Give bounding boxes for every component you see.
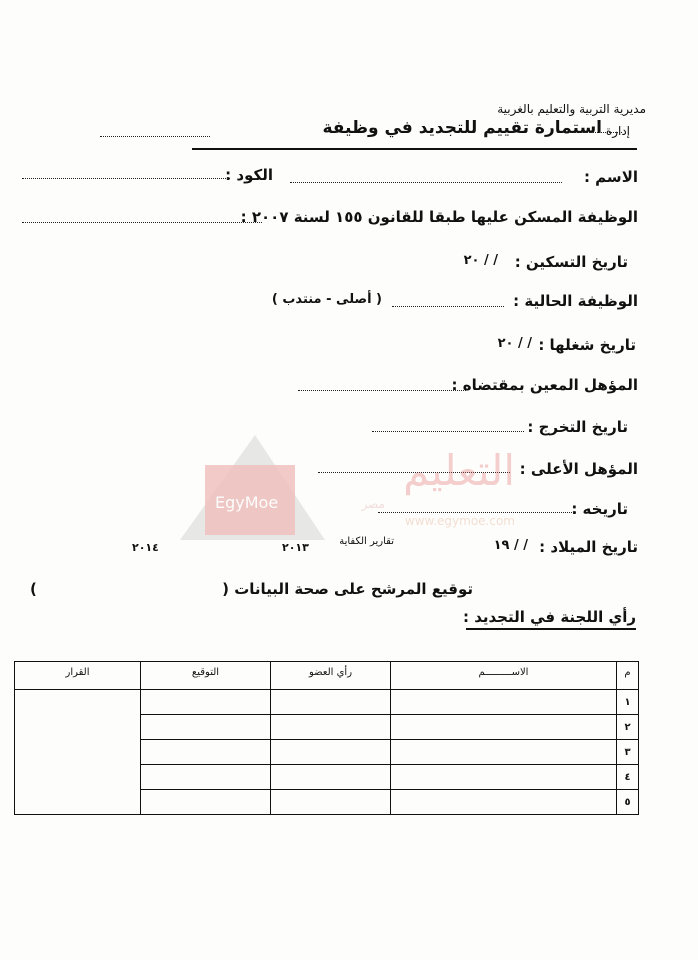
settle-date-label: تاريخ التسكين : [514,253,628,271]
settle-date-value: / / ٢٠ [463,253,498,268]
year-2014: ٢٠١٤ [132,541,159,554]
code-dotted-line [22,178,230,179]
watermark-arabic-text: التعليم [403,446,515,495]
year-2013: ٢٠١٣ [282,541,309,554]
name-label: الاسم : [583,168,638,186]
header-number: م [617,662,639,690]
code-label: الكود : [225,166,273,184]
signature-cell [141,690,271,715]
row-number: ٤ [617,765,639,790]
occupy-date-value: / / ٢٠ [497,336,532,351]
name-dotted-line [290,182,562,183]
watermark-domain: www.egymoe.com [404,514,515,528]
name-cell [391,715,617,740]
header-signature: التوقيع [141,662,271,690]
header-decision: القرار [15,662,141,690]
opinion-cell [271,715,391,740]
job-law-label: الوظيفة المسكن عليها طبقا للقانون ١٥٥ لسنة ٢٠٠٧ : [240,208,638,226]
administration-label: إدارة [605,124,630,138]
watermark-logo-text: EgyMoe [215,493,279,512]
name-cell [391,765,617,790]
row-number: ٣ [617,740,639,765]
birth-date-label: تاريخ الميلاد : [539,538,638,556]
name-cell [391,790,617,815]
higher-qual-label: المؤهل الأعلى : [519,460,638,478]
signature-close-paren: ) [30,580,37,598]
opinion-cell [271,690,391,715]
committee-opinion-underline [466,628,636,630]
row-number: ٥ [617,790,639,815]
watermark-sub: مصر [361,497,385,511]
table-header-row [15,662,639,690]
header-name: الاســـــــــم [391,662,617,690]
current-job-note: ( أصلى - منتدب ) [271,292,382,307]
opinion-cell [271,790,391,815]
efficiency-reports-label: تقارير الكفاية [339,536,394,547]
job-title-dotted-line [100,136,210,137]
birth-date-value: / / ١٩ [493,538,528,553]
signature-cell [141,715,271,740]
name-cell [391,690,617,715]
header-underline [192,148,637,150]
opinion-cell [271,740,391,765]
grad-date-label: تاريخ التخرج : [527,418,628,436]
qualification-dotted-line [298,390,466,391]
decision-cell [15,690,141,815]
form-title: استمارة تقييم للتجديد في وظيفة [322,118,602,138]
signature-cell [141,740,271,765]
row-number: ١ [617,690,639,715]
job-law-dotted-line [22,222,262,223]
signature-cell [141,790,271,815]
directorate-label: مديرية التربية والتعليم بالغربية [497,102,646,116]
table-row [15,690,639,715]
committee-opinion-label: رأي اللجنة في التجديد : [462,608,636,626]
signature-line: توقيع المرشح على صحة البيانات ( [222,580,473,598]
committee-table [14,661,639,815]
current-job-label: الوظيفة الحالية : [513,292,638,310]
name-cell [391,740,617,765]
occupy-date-label: تاريخ شغلها : [538,336,636,354]
egymoe-watermark [175,430,535,545]
header-member-opinion: رأي العضو [271,662,391,690]
current-job-dotted-line [392,306,504,307]
qualification-label: المؤهل المعين بمقتضاه : [451,376,638,394]
opinion-cell [271,765,391,790]
row-number: ٢ [617,715,639,740]
higher-qual-date-label: تاريخه : [571,500,628,518]
administration-dotted-line [570,132,622,133]
signature-cell [141,765,271,790]
